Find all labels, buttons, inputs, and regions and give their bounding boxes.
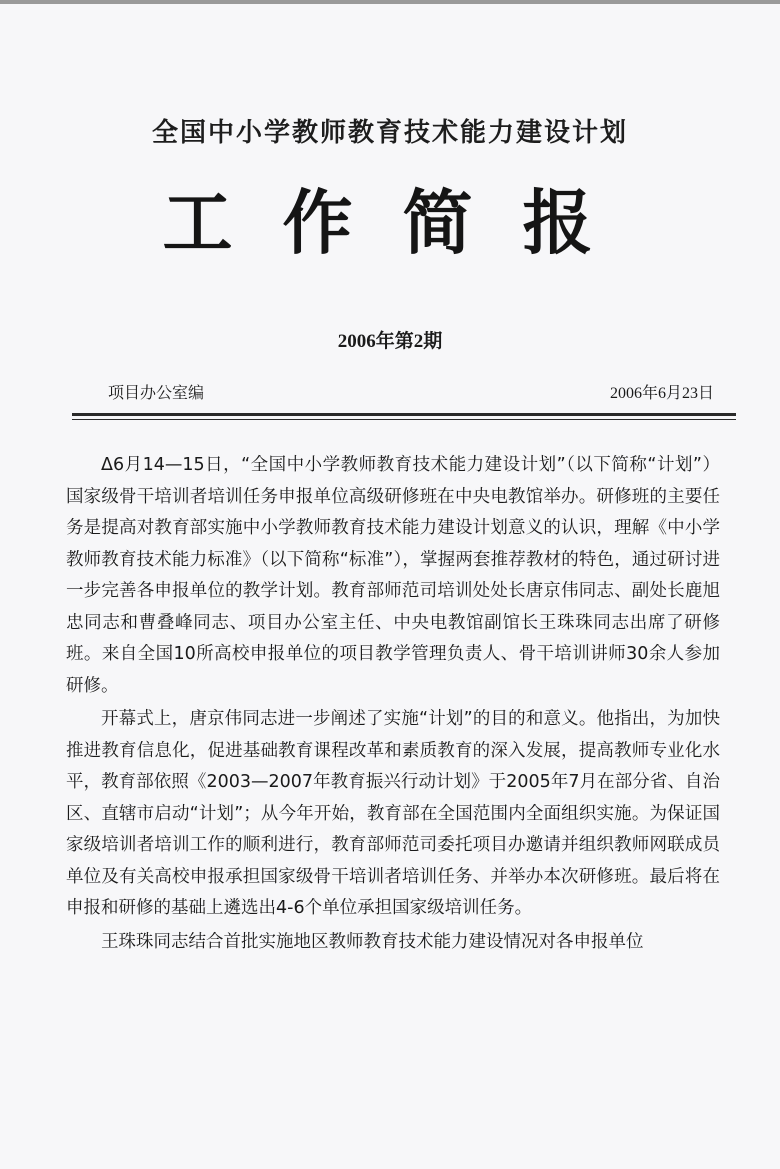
article-body [66,450,720,960]
scan-top-edge [0,0,780,4]
editor-line: 项目办公室编 [108,383,205,402]
issue-number: 2006年第2期 [337,331,443,352]
publish-date: 2006年6月23日 [609,385,714,402]
paragraph: 开幕式上，唐京伟同志进一步阐述了实施“计划”的目的和意义。他指出，为加快推进教育信息化，促进基础教育课程改革和素质教育的深入发展，提高教师专业化水平，教育部依照《2003—2007年教育振兴行动计划》于2005年7月在部分省、自治区、直辖市启动“计划”；从今年开始，教育部在全国范围内全面组织实施。为保证国家级培训者培训工作的顺利进行，教育部师范司委托项目办邀请并组织教师网联成员单位及有关高校申报承担国家级骨干培训者培训任务、并举办本次研修班。最后将在申报和研修的基础上遴选出4-6个单位承担国家级培训任务。 [66,709,720,918]
paragraph: Δ6月14—15日，“全国中小学教师教育技术能力建设计划”（以下简称“计划”）国家级骨干培训者培训任务申报单位高级研修班在中央电教馆举办。研修班的主要任务是提高对教育部实施中小学教师教育技术能力建设计划意义的认识，理解《中小学教师教育技术能力标准》（以下简称“标准”），掌握两套推荐教材的特色，通过研讨进一步完善各申报单位的教学计划。教育部师范司培训处处长唐京伟同志、副处长鹿旭忠同志和曹叠峰同志、项目办公室主任、中央电教馆副馆长王珠珠同志出席了研修班。来自全国10所高校申报单位的项目教学管理负责人、骨干培训讲师30余人参加研修。 [66,455,720,696]
main-title: 工作简报 [162,181,643,264]
header-rule-thin [72,419,736,420]
header-rule-thick [72,413,736,416]
series-title: 全国中小学教师教育技术能力建设计划 [151,118,628,148]
paragraph: 王珠珠同志结合首批实施地区教师教育技术能力建设情况对各申报单位 [101,931,644,952]
